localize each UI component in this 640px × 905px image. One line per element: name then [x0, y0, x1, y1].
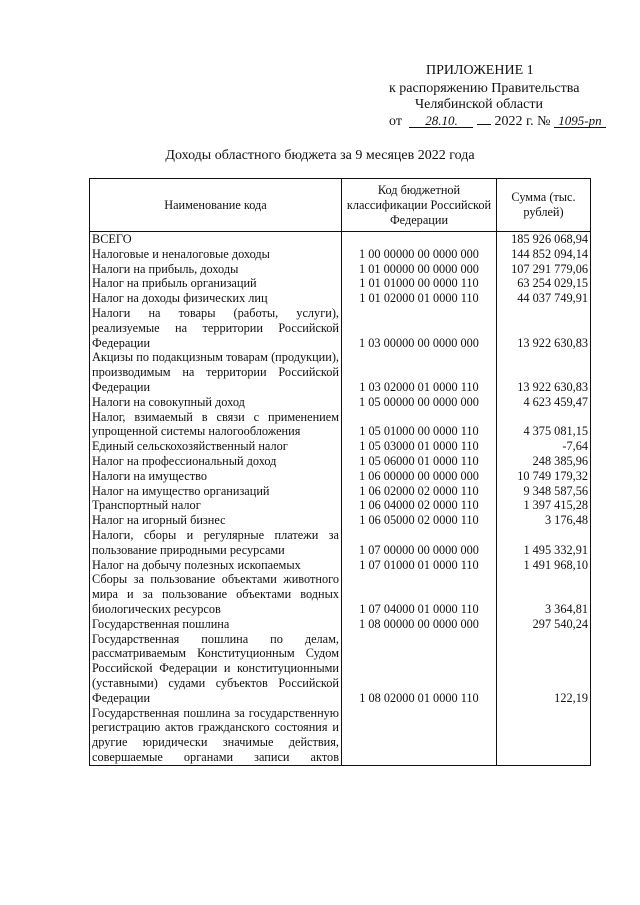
row-name: Государственная пошлина по делам, рассматриваемым Конституционным Судом Российской Федерации и конституционными (уставными) судами субъектов Российской Федерации — [90, 632, 342, 706]
row-code: 1 06 02000 02 0000 110 — [342, 484, 497, 499]
row-code — [342, 232, 497, 247]
row-code: 1 00 00000 00 0000 000 — [342, 247, 497, 262]
row-name: Налоги на прибыль, доходы — [90, 262, 342, 277]
row-code: 1 05 03000 01 0000 110 — [342, 439, 497, 454]
row-name: Налог, взимаемый в связи с применением упрощенной системы налогообложения — [90, 410, 342, 440]
from-label: от — [389, 114, 402, 129]
row-amount: 1 397 415,28 — [497, 498, 591, 513]
table-row — [90, 454, 591, 469]
row-name: Налог на игорный бизнес — [90, 513, 342, 528]
row-amount: 13 922 630,83 — [497, 350, 591, 394]
table-row — [90, 469, 591, 484]
row-code: 1 01 01000 00 0000 110 — [342, 276, 497, 291]
row-amount: 185 926 068,94 — [497, 232, 591, 247]
row-name: Акцизы по подакцизным товарам (продукции), производимым на территории Российской Федерации — [90, 350, 342, 394]
row-name: Налоги на товары (работы, услуги), реализуемые на территории Российской Федерации — [90, 306, 342, 350]
row-amount: 297 540,24 — [497, 617, 591, 632]
row-amount: 10 749 179,32 — [497, 469, 591, 484]
row-code: 1 08 00000 00 0000 000 — [342, 617, 497, 632]
row-amount: 9 348 587,56 — [497, 484, 591, 499]
row-amount: 4 623 459,47 — [497, 395, 591, 410]
order-date: 28.10. — [409, 114, 473, 128]
table-row — [90, 291, 591, 306]
row-amount: 144 852 094,14 — [497, 247, 591, 262]
order-line-2: Челябинской области — [415, 97, 543, 112]
row-name: Налоги, сборы и регулярные платежи за пользование природными ресурсами — [90, 528, 342, 558]
table-row — [90, 706, 591, 766]
table-row — [90, 632, 591, 706]
row-name: Налоги на совокупный доход — [90, 395, 342, 410]
order-year: 2022 г. № — [494, 114, 551, 129]
table-row — [90, 306, 591, 350]
table-row — [90, 617, 591, 632]
row-amount: 1 491 968,10 — [497, 558, 591, 573]
table-row — [90, 247, 591, 262]
table-row — [90, 498, 591, 513]
row-amount: 248 385,96 — [497, 454, 591, 469]
row-name: Налог на добычу полезных ископаемых — [90, 558, 342, 573]
row-amount: 44 037 749,91 — [497, 291, 591, 306]
row-name: Единый сельскохозяйственный налог — [90, 439, 342, 454]
document-title: Доходы областного бюджета за 9 месяцев 2022 года — [165, 148, 475, 163]
row-name: Сборы за пользование объектами животного мира и за пользование объектами водных биологических ресурсов — [90, 572, 342, 616]
order-number: 1095-рп — [554, 114, 606, 128]
order-line-1: к распоряжению Правительства — [389, 81, 580, 96]
table-row — [90, 262, 591, 277]
table-row — [90, 232, 591, 247]
table-row — [90, 395, 591, 410]
row-amount: 13 922 630,83 — [497, 306, 591, 350]
table-row — [90, 558, 591, 573]
row-code: 1 07 04000 01 0000 110 — [342, 572, 497, 616]
row-code: 1 05 06000 01 0000 110 — [342, 454, 497, 469]
table-row — [90, 276, 591, 291]
row-code: 1 03 02000 01 0000 110 — [342, 350, 497, 394]
row-code — [342, 706, 497, 766]
table-row — [90, 513, 591, 528]
row-code: 1 01 00000 00 0000 000 — [342, 262, 497, 277]
row-amount — [497, 706, 591, 766]
row-name: Государственная пошлина за государственную регистрацию актов гражданского состояния и другие юридически значимые действия, совершаемые органами записи актов — [90, 706, 342, 766]
row-code: 1 05 00000 00 0000 000 — [342, 395, 497, 410]
row-code: 1 01 02000 01 0000 110 — [342, 291, 497, 306]
table-row — [90, 439, 591, 454]
row-amount: -7,64 — [497, 439, 591, 454]
table-row — [90, 528, 591, 558]
table-row — [90, 572, 591, 616]
row-amount: 122,19 — [497, 632, 591, 706]
row-amount: 63 254 029,15 — [497, 276, 591, 291]
revenue-table — [89, 178, 591, 766]
row-code: 1 03 00000 00 0000 000 — [342, 306, 497, 350]
row-name: Налог на прибыль организаций — [90, 276, 342, 291]
row-amount: 3 364,81 — [497, 572, 591, 616]
row-code: 1 07 00000 00 0000 000 — [342, 528, 497, 558]
row-amount: 4 375 081,15 — [497, 410, 591, 440]
order-date-line — [389, 114, 606, 130]
row-code: 1 05 01000 00 0000 110 — [342, 410, 497, 440]
row-amount: 1 495 332,91 — [497, 528, 591, 558]
column-header-name: Наименование кода — [90, 179, 342, 232]
table-row — [90, 350, 591, 394]
table-row — [90, 484, 591, 499]
row-code: 1 06 04000 02 0000 110 — [342, 498, 497, 513]
row-amount: 3 176,48 — [497, 513, 591, 528]
appendix-title: ПРИЛОЖЕНИЕ 1 — [426, 63, 534, 78]
column-header-code: Код бюджетной классификации Российской Федерации — [342, 179, 497, 232]
row-code: 1 07 01000 01 0000 110 — [342, 558, 497, 573]
row-name: Налог на доходы физических лиц — [90, 291, 342, 306]
row-name: ВСЕГО — [90, 232, 342, 247]
table-header-row — [90, 179, 591, 232]
row-name: Транспортный налог — [90, 498, 342, 513]
row-name: Налоги на имущество — [90, 469, 342, 484]
table-row — [90, 410, 591, 440]
row-code: 1 06 05000 02 0000 110 — [342, 513, 497, 528]
row-name: Налог на профессиональный доход — [90, 454, 342, 469]
row-amount: 107 291 779,06 — [497, 262, 591, 277]
row-name: Налог на имущество организаций — [90, 484, 342, 499]
date-underline — [477, 124, 491, 125]
column-header-amount: Сумма (тыс. рублей) — [497, 179, 591, 232]
row-code: 1 08 02000 01 0000 110 — [342, 632, 497, 706]
row-name: Государственная пошлина — [90, 617, 342, 632]
row-code: 1 06 00000 00 0000 000 — [342, 469, 497, 484]
row-name: Налоговые и неналоговые доходы — [90, 247, 342, 262]
